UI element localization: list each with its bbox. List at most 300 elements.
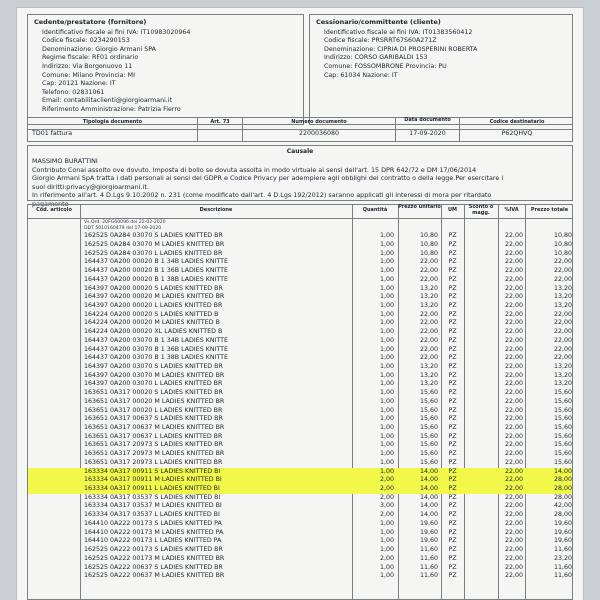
doc-number-header: Numero documento: [291, 119, 347, 125]
item-unit-price: 15,60: [419, 424, 438, 431]
table-row: [28, 346, 572, 355]
seller-detail-line: Comune: Milano Provincia: MI: [42, 71, 135, 79]
item-unit-price: 19,60: [419, 537, 438, 545]
item-unit-price: 15,60: [419, 389, 438, 397]
item-vat: 22,00: [504, 502, 523, 510]
item-unit-price: 13,20: [419, 362, 438, 370]
item-total: 22,00: [553, 336, 572, 344]
item-vat: 22,00: [504, 493, 523, 501]
table-row: [28, 311, 572, 320]
table-row: [28, 337, 572, 346]
item-unit-price: 19,60: [419, 528, 438, 536]
item-description: 164437 0A200 03070 B 1 38B LADIES KNITTE: [84, 354, 228, 362]
buyer-detail-line: Codice fiscale: PRSRRT67S60A271Z: [324, 37, 437, 45]
item-vat: 22,00: [504, 458, 523, 466]
item-total: 22,00: [553, 354, 572, 362]
seller-detail-line: Email: contabilitaclienti@giorgioarmani.it: [42, 97, 173, 105]
doc-date-header: Data documento: [404, 117, 451, 123]
item-quantity: 1,00: [379, 362, 394, 370]
col-discount: Sconto o magg.: [468, 204, 494, 216]
item-total: 15,60: [553, 458, 572, 466]
table-row: [28, 250, 572, 259]
item-um: PZ: [448, 319, 457, 327]
item-description: 163651 0A317 00020 M LADIES KNITTED BR: [84, 397, 225, 405]
item-um: PZ: [448, 249, 457, 257]
table-row-highlighted: [28, 468, 572, 477]
table-row: [28, 389, 572, 398]
item-description: 164437 0A200 03070 B 1 36B LADIES KNITTE: [84, 345, 228, 353]
item-vat: 22,00: [504, 432, 523, 440]
item-unit-price: 13,20: [419, 284, 438, 292]
item-quantity: 1,00: [379, 310, 394, 318]
item-quantity: 1,00: [379, 546, 394, 554]
invoice-sheet: [17, 8, 583, 600]
item-description: 164224 0A200 00020 S LADIES KNITTED B: [84, 310, 219, 318]
item-total: 15,60: [553, 389, 572, 397]
item-quantity: 1,00: [379, 275, 394, 283]
table-row: [28, 520, 572, 529]
item-unit-price: 14,00: [419, 467, 438, 475]
item-unit-price: 15,60: [419, 397, 438, 405]
item-quantity: 2,00: [379, 554, 394, 562]
table-row: [28, 363, 572, 372]
table-row: [28, 380, 572, 389]
item-total: 19,60: [553, 528, 572, 536]
buyer-detail-line: Indirizzo: CORSO GARIBALDI 153: [324, 54, 428, 62]
item-unit-price: 22,00: [419, 345, 438, 353]
item-um: PZ: [448, 467, 457, 475]
item-vat: 22,00: [504, 554, 523, 562]
item-quantity: 1,00: [379, 232, 394, 240]
item-unit-price: 10,80: [419, 240, 438, 248]
item-total: 15,60: [553, 415, 572, 423]
item-um: PZ: [448, 240, 457, 248]
item-um: PZ: [448, 354, 457, 362]
item-description: 163334 0A317 03537 S LADIES KNITTED BI: [84, 493, 221, 501]
item-um: PZ: [448, 258, 457, 266]
item-um: PZ: [448, 563, 457, 571]
item-unit-price: 14,00: [419, 493, 438, 501]
item-unit-price: 22,00: [419, 336, 438, 344]
item-unit-price: 15,60: [419, 458, 438, 466]
item-total: 11,60: [553, 546, 572, 554]
table-row: [28, 546, 572, 555]
table-row: [28, 328, 572, 337]
item-description: 164437 0A200 03070 B 1 34B LADIES KNITTE: [84, 336, 228, 344]
item-quantity: 1,00: [379, 467, 394, 475]
item-unit-price: 13,20: [419, 380, 438, 388]
item-vat: 22,00: [504, 485, 523, 493]
item-um: PZ: [448, 284, 457, 292]
item-description: 163334 0A317 03537 L LADIES KNITTED BI: [84, 511, 220, 519]
table-row: [28, 415, 572, 424]
items-table-header: [28, 205, 572, 219]
item-total: 42,00: [553, 502, 572, 510]
item-total: 22,00: [553, 345, 572, 353]
item-total: 11,60: [553, 572, 572, 580]
item-total: 10,80: [553, 232, 572, 240]
item-total: 22,00: [553, 258, 572, 266]
item-um: PZ: [448, 424, 457, 431]
doc-type-header: Tipologia documento: [82, 119, 143, 125]
item-vat: 22,00: [504, 415, 523, 423]
buyer-box: [309, 14, 573, 125]
item-um: PZ: [448, 519, 457, 527]
item-description: 164397 0A200 00020 M LADIES KNITTED BR: [84, 293, 225, 301]
item-unit-price: 22,00: [419, 267, 438, 275]
item-vat: 22,00: [504, 258, 523, 266]
table-row: [28, 319, 572, 328]
col-unit-price: Prezzo unitario: [398, 204, 441, 210]
item-total: 15,60: [553, 424, 572, 431]
item-description: 163651 0A317 00637 S LADIES KNITTED BR: [84, 415, 223, 423]
item-description: 164397 0A200 03070 L LADIES KNITTED BR: [84, 380, 223, 388]
item-unit-price: 13,20: [419, 301, 438, 309]
item-vat: 22,00: [504, 249, 523, 257]
item-vat: 22,00: [504, 406, 523, 414]
item-um: PZ: [448, 432, 457, 440]
item-quantity: 1,00: [379, 284, 394, 292]
table-row: [28, 424, 572, 433]
item-quantity: 1,00: [379, 354, 394, 362]
item-quantity: 1,00: [379, 450, 394, 458]
item-total: 11,60: [553, 563, 572, 571]
item-vat: 22,00: [504, 467, 523, 475]
item-description: 164224 0A200 00020 XL LADIES KNITTED B: [84, 328, 223, 336]
recipient-code-value: P62QHVQ: [501, 130, 533, 137]
item-um: PZ: [448, 450, 457, 458]
item-quantity: 1,00: [379, 537, 394, 545]
item-vat: 22,00: [504, 354, 523, 362]
table-row: [28, 285, 572, 294]
item-um: PZ: [448, 458, 457, 466]
item-total: 15,60: [553, 441, 572, 449]
item-quantity: 1,00: [379, 345, 394, 353]
item-quantity: 1,00: [379, 406, 394, 414]
item-description: 162525 0A284 03070 S LADIES KNITTED BR: [84, 232, 223, 240]
item-total: 23,20: [553, 554, 572, 562]
item-vat: 22,00: [504, 328, 523, 336]
buyer-detail-line: Identificativo fiscale ai fini IVA: IT01383560412: [324, 28, 473, 36]
item-quantity: 1,00: [379, 267, 394, 275]
item-vat: 22,00: [504, 389, 523, 397]
item-um: PZ: [448, 406, 457, 414]
item-description: 163334 0A317 03537 M LADIES KNITTED BI: [84, 502, 222, 510]
document-info-values: [28, 130, 572, 142]
item-unit-price: 14,00: [419, 511, 438, 519]
item-quantity: 1,00: [379, 301, 394, 309]
item-quantity: 3,00: [379, 502, 394, 510]
doc-date-value: 17-09-2020: [409, 130, 446, 137]
table-row: [28, 398, 572, 407]
item-quantity: 2,00: [379, 511, 394, 519]
item-quantity: 1,00: [379, 415, 394, 423]
item-total: 22,00: [553, 310, 572, 318]
item-unit-price: 22,00: [419, 328, 438, 336]
item-quantity: 1,00: [379, 519, 394, 527]
table-row: [28, 450, 572, 459]
item-total: 15,60: [553, 406, 572, 414]
seller-detail-line: Regime fiscale: RF01 ordinario: [42, 54, 139, 62]
item-um: PZ: [448, 572, 457, 580]
item-um: PZ: [448, 362, 457, 370]
item-description: 164437 0A200 00020 B 1 34B LADIES KNITTE: [84, 258, 228, 266]
item-vat: 22,00: [504, 397, 523, 405]
item-description: 163651 0A317 00020 L LADIES KNITTED BR: [84, 406, 223, 414]
item-description: 164410 0A222 00173 M LADIES KNITTED PA: [84, 528, 224, 536]
item-um: PZ: [448, 415, 457, 423]
table-row-highlighted: [28, 476, 572, 485]
item-total: 10,80: [553, 240, 572, 248]
item-unit-price: 15,60: [419, 441, 438, 449]
item-vat: 22,00: [504, 336, 523, 344]
item-quantity: 1,00: [379, 371, 394, 379]
item-description: 164410 0A222 00173 S LADIES KNITTED PA: [84, 519, 222, 527]
item-unit-price: 14,00: [419, 485, 438, 493]
item-description: 164224 0A200 00020 M LADIES KNITTED B: [84, 319, 220, 327]
table-row: [28, 502, 572, 511]
item-unit-price: 14,00: [419, 476, 438, 484]
item-total: 19,60: [553, 519, 572, 527]
items-table: [27, 204, 573, 600]
causale-text: [32, 157, 568, 208]
table-row: [28, 494, 572, 503]
item-unit-price: 11,60: [419, 546, 438, 554]
item-total: 13,20: [553, 301, 572, 309]
table-row: [28, 537, 572, 546]
item-unit-price: 10,80: [419, 249, 438, 257]
item-description: 164397 0A200 00020 S LADIES KNITTED BR: [84, 284, 223, 292]
item-total: 15,60: [553, 432, 572, 440]
item-description: 164397 0A200 03070 S LADIES KNITTED BR: [84, 362, 223, 370]
item-vat: 22,00: [504, 267, 523, 275]
causale-line: In riferimento all'art. 4 D.Lgs 9.10.2002 n. 231 (come modificato dall'art. 4 D.Lgs 192/2012) saranno applicati gli interessi di mora per ritardato: [32, 191, 492, 199]
item-vat: 22,00: [504, 546, 523, 554]
item-quantity: 1,00: [379, 293, 394, 301]
art73-header: Art. 73: [210, 119, 230, 125]
item-vat: 22,00: [504, 319, 523, 327]
item-unit-price: 22,00: [419, 310, 438, 318]
seller-detail-line: Cap: 20121 Nazione: IT: [42, 80, 116, 88]
item-um: PZ: [448, 328, 457, 336]
item-um: PZ: [448, 275, 457, 283]
causale-line: suoi diritti:privacy@giorgioarmani.it.: [32, 182, 149, 191]
table-row: [28, 564, 572, 573]
item-vat: 22,00: [504, 572, 523, 580]
item-quantity: 2,00: [379, 493, 394, 501]
item-um: PZ: [448, 310, 457, 318]
item-unit-price: 19,60: [419, 519, 438, 527]
item-description: 163334 0A317 00911 S LADIES KNITTED BI: [84, 467, 221, 475]
item-vat: 22,00: [504, 275, 523, 283]
item-unit-price: 22,00: [419, 275, 438, 283]
item-total: 14,00: [553, 467, 572, 475]
item-vat: 22,00: [504, 563, 523, 571]
item-total: 10,80: [553, 249, 572, 257]
item-total: 13,20: [553, 284, 572, 292]
item-um: PZ: [448, 336, 457, 344]
document-info-header: [28, 118, 572, 130]
table-row: [28, 511, 572, 520]
item-vat: 22,00: [504, 424, 523, 431]
seller-box: [27, 14, 304, 125]
item-um: PZ: [448, 502, 457, 510]
item-quantity: 1,00: [379, 319, 394, 327]
item-quantity: 1,00: [379, 258, 394, 266]
item-description: 163651 0A317 20973 S LADIES KNITTED BR: [84, 441, 223, 449]
item-vat: 22,00: [504, 301, 523, 309]
item-unit-price: 10,80: [419, 232, 438, 240]
item-quantity: 1,00: [379, 240, 394, 248]
items-rows: [28, 220, 572, 581]
causale-line: Giorgio Armani SpA tratta i dati personali ai sensi del GDPR e Codice Privacy per adempiere agli obblighi del contratto o della legge.Per esercitare i: [32, 174, 504, 182]
table-row: [28, 459, 572, 468]
item-vat: 22,00: [504, 528, 523, 536]
item-vat: 22,00: [504, 345, 523, 353]
buyer-detail-line: Cap: 61034 Nazione: IT: [324, 71, 398, 79]
col-vat: %IVA: [504, 207, 519, 213]
item-vat: 22,00: [504, 380, 523, 388]
item-unit-price: 11,60: [419, 563, 438, 571]
table-row: [28, 529, 572, 538]
doc-type-value: TD01 fattura: [32, 130, 73, 137]
col-description: Descrizione: [199, 207, 233, 213]
item-total: 13,20: [553, 293, 572, 301]
seller-detail-line: Indirizzo: Via Borgonuovo 11: [42, 62, 133, 70]
item-vat: 22,00: [504, 293, 523, 301]
item-description: 162525 0A222 00637 M LADIES KNITTED BR: [84, 572, 225, 580]
item-unit-price: 22,00: [419, 354, 438, 362]
item-unit-price: 22,00: [419, 258, 438, 266]
causale-title: Causale: [286, 148, 314, 155]
table-row: [28, 232, 572, 241]
col-um: UM: [447, 207, 458, 213]
item-quantity: 1,00: [379, 380, 394, 388]
seller-title: Cedente/prestatore (fornitore): [34, 18, 147, 26]
item-um: PZ: [448, 397, 457, 405]
item-quantity: 1,00: [379, 432, 394, 440]
document-info-table: [27, 117, 573, 142]
item-um: PZ: [448, 485, 457, 493]
item-unit-price: 15,60: [419, 406, 438, 414]
item-total: 28,00: [553, 493, 572, 501]
item-unit-price: 11,60: [419, 554, 438, 562]
item-vat: 22,00: [504, 450, 523, 458]
item-total: 13,20: [553, 371, 572, 379]
item-total: 13,20: [553, 380, 572, 388]
ddt-reference-note: DDT 5010160479 del 17-09-2020: [84, 225, 162, 231]
causale-line: Contributo Conai assolto ove dovuto. Imposta di bollo se dovuta assolta in modo virtuale ai sensi dell'art. 15 DPR 642/72 e DM 17/06/2014: [32, 165, 477, 174]
item-um: PZ: [448, 380, 457, 388]
seller-detail-line: Riferimento Amministrazione: Patrizia Fierro: [42, 105, 181, 113]
item-total: 22,00: [553, 319, 572, 327]
item-quantity: 1,00: [379, 336, 394, 344]
item-vat: 22,00: [504, 476, 523, 484]
item-um: PZ: [448, 293, 457, 301]
item-vat: 22,00: [504, 310, 523, 318]
seller-detail-line: Denominazione: Giorgio Armani SPA: [42, 45, 156, 53]
buyer-detail-line: Comune: FOSSOMBRONE Provincia: PU: [324, 62, 447, 70]
item-total: 22,00: [553, 328, 572, 336]
table-row: [28, 572, 572, 581]
item-description: 164410 0A222 00173 L LADIES KNITTED PA: [84, 537, 222, 545]
item-um: PZ: [448, 546, 457, 554]
table-row: [28, 354, 572, 363]
item-vat: 22,00: [504, 371, 523, 379]
item-description: 164437 0A200 00020 B 1 38B LADIES KNITTE: [84, 275, 228, 283]
item-vat: 22,00: [504, 441, 523, 449]
item-quantity: 1,00: [379, 528, 394, 536]
table-row: [28, 293, 572, 302]
recipient-code-header: Codice destinatario: [489, 119, 545, 125]
item-quantity: 1,00: [379, 458, 394, 466]
item-vat: 22,00: [504, 511, 523, 519]
item-description: 162525 0A222 00637 S LADIES KNITTED BR: [84, 563, 223, 571]
seller-detail-line: Identificativo fiscale ai fini IVA: IT10983020964: [42, 28, 191, 36]
item-description: 163651 0A317 20973 M LADIES KNITTED BR: [84, 450, 225, 458]
item-description: 164397 0A200 00020 L LADIES KNITTED BR: [84, 301, 223, 309]
table-row-highlighted: [28, 485, 572, 494]
item-total: 15,60: [553, 397, 572, 405]
item-description: 162525 0A222 00173 M LADIES KNITTED BR: [84, 554, 225, 562]
item-vat: 22,00: [504, 537, 523, 545]
causale-line: pagamento: [32, 199, 69, 208]
table-row: [28, 241, 572, 250]
item-total: 15,60: [553, 450, 572, 458]
item-quantity: 1,00: [379, 572, 394, 580]
item-um: PZ: [448, 345, 457, 353]
item-um: PZ: [448, 528, 457, 536]
seller-detail-line: Codice fiscale: 0234290153: [42, 37, 130, 45]
item-description: 162525 0A284 03070 M LADIES KNITTED BR: [84, 240, 225, 248]
item-quantity: 1,00: [379, 389, 394, 397]
item-vat: 22,00: [504, 232, 523, 240]
item-description: 163651 0A317 00637 L LADIES KNITTED BR: [84, 432, 223, 440]
table-row: [28, 267, 572, 276]
item-description: 163334 0A317 00911 L LADIES KNITTED BI: [84, 485, 220, 493]
col-quantity: Quantità: [362, 207, 388, 213]
item-quantity: 2,00: [379, 485, 394, 493]
item-unit-price: 13,20: [419, 371, 438, 379]
item-quantity: 1,00: [379, 249, 394, 257]
seller-detail-line: Telefono: 02831061: [42, 88, 105, 96]
item-total: 19,60: [553, 537, 572, 545]
item-quantity: 1,00: [379, 563, 394, 571]
item-description: 162525 0A222 00173 S LADIES KNITTED BR: [84, 546, 223, 554]
order-reference-note: Vs.Ord. 20FG60096 del 22-02-2020: [84, 220, 166, 225]
item-vat: 22,00: [504, 240, 523, 248]
item-um: PZ: [448, 232, 457, 240]
item-unit-price: 14,00: [419, 502, 438, 510]
item-um: PZ: [448, 441, 457, 449]
item-unit-price: 15,60: [419, 450, 438, 458]
item-description: 163651 0A317 20973 L LADIES KNITTED BR: [84, 458, 223, 466]
item-um: PZ: [448, 493, 457, 501]
table-row: [28, 372, 572, 381]
table-row: [28, 302, 572, 311]
item-description: 164397 0A200 03070 M LADIES KNITTED BR: [84, 371, 225, 379]
item-description: 163334 0A317 00911 M LADIES KNITTED BI: [84, 476, 222, 484]
item-total: 28,00: [553, 476, 572, 484]
item-description: 163651 0A317 00637 M LADIES KNITTED BR: [84, 424, 225, 431]
item-um: PZ: [448, 267, 457, 275]
item-um: PZ: [448, 554, 457, 562]
table-row: [28, 258, 572, 267]
buyer-title: Cessionario/committente (cliente): [316, 18, 441, 26]
item-quantity: 1,00: [379, 328, 394, 336]
item-um: PZ: [448, 389, 457, 397]
buyer-detail-line: Denominazione: CIPRIA DI PROSPERINI ROBERTA: [324, 45, 478, 53]
